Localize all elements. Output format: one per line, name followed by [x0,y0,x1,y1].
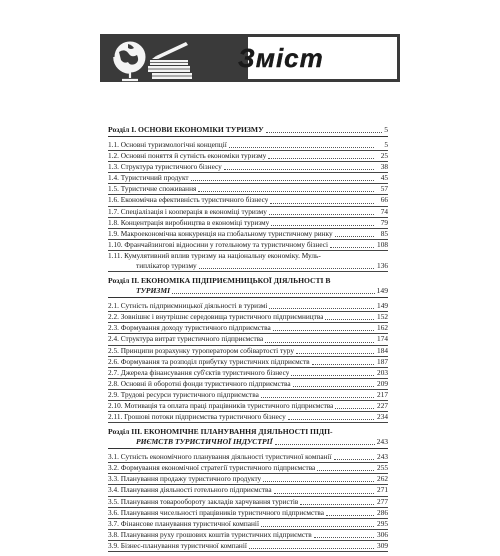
toc-entry[interactable] [108,452,388,463]
leader-dots [268,158,374,159]
toc-entry[interactable] [108,508,388,519]
entry-title: 3.7. Фінансове планування туристичної компанії [108,518,259,528]
entry-title: 3.5. Планування товарообороту закладів харчування туристів [108,496,299,506]
page-number: 277 [377,496,388,506]
leader-dots [314,537,374,538]
toc-entry[interactable] [108,229,388,240]
section-heading[interactable] [108,125,388,137]
toc-entry[interactable] [108,218,388,229]
leader-dots [275,444,375,445]
toc-entry[interactable] [108,368,388,379]
page-number: 5 [384,125,388,134]
entry-title: 1.4. Туристичний продукт [108,173,189,183]
page-number: 295 [377,518,388,528]
leader-dots [269,214,374,215]
toc-entry[interactable] [108,346,388,357]
page-number: 152 [377,312,388,322]
toc-entry[interactable] [108,474,388,485]
table-of-contents [108,125,388,556]
page-number: 286 [377,507,388,517]
leader-dots [265,342,374,343]
leader-dots [288,419,374,420]
section-title-continued: ТУРИЗМІ [136,286,171,296]
page-number: 234 [377,412,388,422]
entry-title: 3.2. Формування економічної стратегії туристичного підприємства [108,463,316,473]
entry-title: 2.3. Формування доходу туристичного підприємства [108,323,271,333]
leader-dots [271,225,374,226]
leader-dots [263,481,374,482]
toc-entry[interactable] [108,357,388,368]
page-number: 255 [377,463,388,473]
page-number: 203 [377,367,388,377]
leader-dots [291,375,374,376]
toc-entry[interactable] [108,312,388,323]
page-number: 174 [377,334,388,344]
leader-dots [270,203,374,204]
leader-dots [261,526,374,527]
page-number: 108 [377,239,388,249]
section-title: Розділ III. ЕКОНОМІЧНЕ ПЛАНУВАННЯ ДІЯЛЬНОСТІ ПІДП- [108,427,333,437]
page-number: 5 [384,140,388,149]
entry-title: 1.3. Структура туристичного бізнесу [108,162,222,172]
toc-entry[interactable] [108,379,388,390]
toc-section-3 [108,427,388,552]
entry-title: 2.1. Сутність підприємницької діяльності в туризмі [108,301,268,311]
entry-title: 1.1. Основні туризмологічні концепції [108,140,227,149]
leader-dots [325,319,374,320]
page-number: 243 [377,452,388,462]
leader-dots [334,459,374,460]
toc-entry[interactable] [108,463,388,474]
entry-title: 1.2. Основні поняття й сутність економіки туризму [108,151,267,161]
entry-title: 3.3. Планування продажу туристичного продукту [108,474,262,484]
toc-entry[interactable] [108,195,388,206]
toc-section-1 [108,125,388,272]
leader-dots [273,330,374,331]
page-number: 243 [376,437,388,447]
entry-title: 2.5. Принципи розрахунку туроператором собівартості туру [108,345,294,355]
entry-title: 2.10. Мотивація та оплата праці працівників туристичного підприємства [108,400,334,410]
section-title: Розділ II. ЕКОНОМІКА ПІДПРИЄМНИЦЬКОЇ ДІЯЛЬНОСТІ В [108,276,331,286]
page-number: 227 [377,400,388,410]
toc-entry[interactable] [108,251,388,272]
toc-entry[interactable] [108,390,388,401]
page-number: 66 [380,195,388,205]
leader-dots [266,132,383,133]
section-title-continued: РИЄМСТВ ТУРИСТИЧНОЇ ІНДУСТРІЇ [136,437,273,447]
entry-title: 1.9. Макроекономічна конкуренція на глобальному туристичному ринку [108,228,333,238]
entry-title: 1.10. Франчайзингові відносини у готельному та туристичному бізнесі [108,239,329,249]
leader-dots [312,364,374,365]
leader-dots [191,180,374,181]
contents-banner [100,34,400,82]
leader-dots [335,236,374,237]
leader-dots [172,293,375,294]
toc-entry[interactable] [108,207,388,218]
page-number: 74 [380,206,388,216]
leader-dots [326,515,374,516]
toc-entry[interactable] [108,412,388,423]
page-number: 217 [377,389,388,399]
page-number: 271 [377,485,388,495]
page-number: 25 [380,151,388,161]
entry-title: 2.11. Грошові потоки підприємства туристичного бізнесу [108,412,286,422]
toc-entry[interactable] [108,519,388,530]
toc-entry[interactable] [108,334,388,345]
leader-dots [274,493,374,494]
page-number: 184 [377,345,388,355]
leader-dots [261,397,374,398]
page-number: 149 [376,286,388,296]
page-number: 57 [380,184,388,194]
leader-dots [198,191,374,192]
leader-dots [269,308,374,309]
entry-title: 1.8. Концентрація виробництва в економіці туризму [108,217,270,227]
leader-dots [317,470,374,471]
toc-entry[interactable] [108,323,388,334]
toc-entry[interactable] [108,541,388,552]
leader-dots [249,548,374,549]
toc-entry[interactable] [108,173,388,184]
leader-dots [229,147,374,148]
entry-title: 2.6. Формування та розподіл прибутку туристичних підприємств [108,356,310,366]
section-heading[interactable] [108,427,388,449]
entry-title: 1.5. Туристичне споживання [108,184,197,194]
entry-title: 1.7. Спеціалізація і кооперація в економіці туризму [108,206,267,216]
leader-dots [199,268,374,269]
toc-section-2 [108,276,388,423]
toc-entry[interactable] [108,151,388,162]
page-number: 306 [377,529,388,539]
page-number: 262 [377,474,388,484]
page-number: 187 [377,356,388,366]
page-number: 45 [380,173,388,183]
toc-entry[interactable] [108,140,388,151]
leader-dots [335,408,374,409]
leader-dots [296,353,374,354]
entry-title: 2.4. Структура витрат туристичного підприємства [108,334,264,344]
toc-entry[interactable] [108,184,388,195]
entry-title: 1.11. Кумулятивний вплив туризму на національну економіку. Муль- [108,250,321,260]
entry-title: 3.6. Планування чисельності працівників туристичного підприємства [108,507,324,517]
leader-dots [224,169,374,170]
toc-entry[interactable] [108,497,388,508]
entry-title: 2.8. Основні й оборотні фонди туристичного підприємства [108,378,291,388]
toc-entry[interactable] [108,240,388,251]
entry-title: 3.9. Бізнес-планування туристичної компанії [108,540,247,550]
page-number: 79 [380,217,388,227]
toc-entry[interactable] [108,530,388,541]
toc-entry[interactable] [108,162,388,173]
page-number: 38 [380,162,388,172]
globe-icon [106,36,198,82]
toc-entry[interactable] [108,401,388,412]
leader-dots [300,504,374,505]
entry-title: 3.1. Сутність економічного планування діяльності туристичної компанії [108,452,332,462]
section-title: Розділ I. ОСНОВИ ЕКОНОМІКИ ТУРИЗМУ [108,125,264,134]
page-number: 149 [377,301,388,311]
toc-entry[interactable] [108,485,388,496]
page-number: 162 [377,323,388,333]
entry-title: 3.8. Планування руху грошових коштів туристичних підприємств [108,529,312,539]
section-heading[interactable] [108,276,388,298]
entry-title-continued: типлікатор туризму [136,261,197,271]
entry-title: 1.6. Економічна ефективність туристичного бізнесу [108,195,269,205]
page-number: 209 [377,378,388,388]
page-number: 85 [380,228,388,238]
page-number: 136 [377,261,388,271]
entry-title: 2.7. Джерела фінансування суб'єктів туристичного бізнесу [108,367,290,377]
entry-title: 2.2. Зовнішнє і внутрішнє середовища туристичного підприємництва [108,312,324,322]
page-title: Зміст [238,43,324,73]
page-number: 309 [377,540,388,550]
toc-entry[interactable] [108,301,388,312]
entry-title: 3.4. Планування діяльності готельного підприємства [108,485,272,495]
leader-dots [293,386,374,387]
leader-dots [330,247,374,248]
entry-title: 2.9. Трудові ресурси туристичного підприємства [108,389,259,399]
